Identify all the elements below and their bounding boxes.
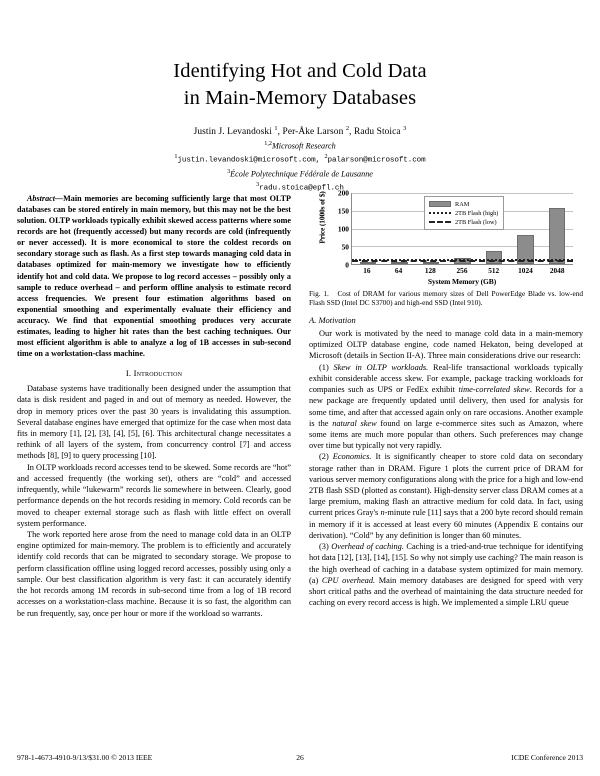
- x-tick: 64: [394, 266, 403, 275]
- item-number-2: (2): [319, 452, 333, 462]
- affiliation-1: [0, 140, 600, 151]
- legend-swatch-bar-icon: [429, 201, 451, 208]
- author-2-sup: 2: [345, 125, 350, 133]
- email-3-sup: 3: [256, 181, 260, 189]
- figure-1-caption: [309, 289, 583, 308]
- term-cpu-overhead: CPU overhead.: [321, 575, 376, 585]
- author-3-sup: 3: [403, 125, 407, 133]
- author-sep-2: , Radu Stoica: [349, 127, 404, 138]
- figure-caption-text: Cost of DRAM for various memory sizes of Dell PowerEdge Blade vs. low-end Flash SSD (Intel DC S3700) and high-end SSD (Intel 910).: [309, 289, 583, 308]
- motivation-p2-a: Real-life transactional workloads typically exhibit considerable access skew. For example, package tracking workloads for companies such as UPS or FedEx exhibit: [309, 362, 583, 395]
- page-title: [90, 58, 510, 112]
- email-1-sup: 1: [174, 153, 178, 161]
- affiliation-1-sup: 1,2: [264, 140, 272, 148]
- chart-x-axis-label: System Memory (GB): [427, 277, 497, 286]
- legend-entry-ram: [429, 200, 498, 209]
- item-title-economics: Economics.: [332, 452, 372, 462]
- motivation-paragraph-2: [309, 362, 583, 452]
- motivation-paragraph-4: [309, 541, 583, 608]
- x-tick: 128: [424, 266, 436, 275]
- bar-cell: [510, 193, 542, 264]
- author-list: [0, 125, 600, 137]
- item-title-skew: Skew in OLTP workloads.: [333, 362, 429, 372]
- x-tick: 2048: [549, 266, 565, 275]
- motivation-p2-c: found on large e-commerce sites such as Amazon, where some items are much more popular than others. Such preferences may change over time but typically not very rapidly.: [309, 418, 583, 451]
- legend-label-flash-high: 2TB Flash (high): [455, 209, 499, 217]
- dram-cost-chart: [309, 188, 583, 286]
- bar-ram-64: [391, 262, 407, 264]
- legend-entry-flash-high: [429, 209, 498, 218]
- y-tick-200: 200: [337, 188, 349, 198]
- chart-legend: [424, 196, 504, 230]
- x-tick: 1024: [518, 266, 533, 275]
- intro-paragraph-3: The work reported here arose from the need to manage cold data in an OLTP engine optimized for main-memory. The problem is to efficiently and accurately identify cold records that can be migrated to secondary storage. We propose to perform classification offline using logged record accesses, possibly using only a sample. Our best classification algorithm is very fast: it can accurately identify the hot records among 1M records in sub-second time from a log of 1B record accesses on a workstation-class machine. Because it is so fast, the algorithm can be run frequently, say, once per hour or more if the workload so warrants.: [17, 530, 291, 618]
- bar-cell: [384, 193, 416, 264]
- legend-entry-flash-low: [429, 218, 498, 227]
- email-line-1: [0, 153, 600, 165]
- chart-plot-area: [351, 193, 573, 265]
- email-3: radu.stoica@epfl.ch: [259, 184, 344, 193]
- legend-label-ram: RAM: [455, 200, 470, 208]
- legend-label-flash-low: 2TB Flash (low): [455, 218, 497, 226]
- title-line-1: Identifying Hot and Cold Data: [173, 60, 427, 82]
- y-tick-50: 50: [341, 242, 349, 252]
- chart-y-axis-label: Price (1000s of $): [317, 191, 327, 244]
- author-1-sup: 1: [274, 125, 278, 133]
- item-title-overhead-caching: Overhead of caching.: [331, 542, 404, 552]
- figure-1: [309, 188, 583, 308]
- term-time-correlated-skew: time-correlated skew: [458, 385, 530, 395]
- motivation-paragraph-3: [309, 451, 583, 541]
- x-tick: 16: [363, 266, 371, 275]
- motivation-p3-b: -minute rule [11] says that a 200 byte record should remain in memory if it is accessed at least every 60 minutes (Appendix E contains our derivation). “Cold” by any definition is longer than 60 minutes.: [309, 508, 583, 540]
- motivation-paragraph-1: Our work is motivated by the need to manage cold data in a main-memory optimized OLTP database engine, code named Hekaton, being developed at Microsoft (details in Section II-A). Three main considerations drive our research:: [309, 328, 583, 361]
- item-number-3: (3): [319, 542, 332, 552]
- chart-x-ticks: [351, 266, 573, 275]
- legend-swatch-dashed-icon: [429, 221, 451, 223]
- abstract-lead: Abstract—: [27, 194, 64, 203]
- email-1: justin.levandoski@microsoft.com,: [177, 156, 321, 165]
- title-block: [0, 0, 600, 193]
- legend-swatch-dotted-icon: [429, 212, 451, 214]
- email-2: palarson@microsoft.com: [327, 156, 426, 165]
- author-sep-1: , Per-Åke Larson: [277, 127, 346, 138]
- right-column: [309, 188, 583, 619]
- term-natural-skew: natural skew: [332, 418, 377, 428]
- intro-paragraph-2: In OLTP workloads record accesses tend to be skewed. Some records are “hot” and accessed frequently (the working set), others are “cold” and accessed infrequently, while “lukewarm” records lie somewhere in between. Clearly, good performance depends on the hot records residing in memory. Cold records can be moved to cheaper external storage such as flash with little effect on overall system performance.: [17, 462, 291, 528]
- y-tick-150: 150: [337, 206, 349, 216]
- x-tick: 256: [456, 266, 468, 275]
- chart-y-ticks: [327, 188, 349, 270]
- bar-ram-16: [360, 262, 376, 264]
- flash-low-line: [352, 260, 573, 262]
- y-tick-100: 100: [337, 224, 349, 234]
- title-line-2: in Main-Memory Databases: [183, 87, 417, 110]
- term-n: n: [380, 508, 385, 518]
- motivation-p4-b: Main memory databases are designed for speed with very short critical paths and the overhead of maintaining the data structure needed for caching on every record access is high. We implemented a simple LRU queue: [309, 575, 583, 608]
- intro-paragraph-1: Database systems have traditionally been designed under the assumption that data is disk resident and paged in and out of memory as needed. However, the drop in memory prices over the past 30 years is invalidating this assumption. Several database engines have emerged that optimize for the case when most data fits in memory [1], [2], [3], [4], [5], [6]. This architectural change necessitates a rethink of all layers of the system, from concurrency control [7] and access methods [8], [9] to query processing [10].: [17, 384, 291, 461]
- affiliation-2-sup: 3: [227, 167, 231, 175]
- footer-isbn: 978-1-4673-4910-9/13/$31.00 © 2013 IEEE: [17, 753, 153, 762]
- page-footer: [17, 753, 583, 762]
- figure-number: Fig. 1.: [309, 289, 329, 298]
- subsection-heading-motivation: A. Motivation: [309, 314, 356, 325]
- bar-ram-128: [423, 262, 439, 264]
- footer-conference: ICDE Conference 2013: [511, 753, 583, 762]
- bar-cell: [352, 193, 384, 264]
- motivation-p3-a: It is significantly cheaper to store cold data on secondary storage rather than in DRAM. Figure 1 plots the current price of DRAM for various server memory configurations along with the price for a high and low-end 2TB flash SSD (plotted as constant). High-density server class DRAM comes at a large premium, making flash an attractive medium for cold data. In fact, using current prices Gray's: [309, 452, 583, 518]
- motivation-p4-a: Caching is a tried-and-true technique for identifying hot data [12], [13], [14], [15]. So why not simply use caching? The main reason is the high overhead of caching in a database system optimized for main memory. (a): [309, 542, 583, 585]
- author-1: Justin J. Levandoski: [193, 127, 275, 138]
- affiliation-2-text: École Polytechnique Fédérale de Lausanne: [230, 169, 373, 179]
- abstract-paragraph: [17, 193, 291, 359]
- email-line-2: [0, 181, 600, 193]
- section-heading-introduction: I. Introduction: [125, 368, 183, 379]
- abstract-text: Main memories are becoming sufficiently large that most OLTP databases can be stored entirely in main memory, but this may not be the best solution. OLTP workloads typically exhibit skewed access patterns where some records are hot (frequently accessed) but many records are cold (infrequently or never accessed). It is more economical to store the coldest records on secondary storage such as flash. As a first step towards managing cold data in databases optimized for main-memory we investigate how to efficiently identify hot and cold data. We propose to log record accesses – possibly only a sample to reduce overhead – and perform offline analysis to estimate record access frequencies. We present four estimation algorithms based on exponential smoothing and experimentally evaluate their efficiency and accuracy. We find that exponential smoothing produces very accurate estimates, leading to higher hit rates than the best caching techniques. Our most efficient algorithm is able to analyze a log of 1B accesses in sub-second time on a workstation-class machine.: [17, 194, 291, 359]
- x-tick: 512: [488, 266, 500, 275]
- bar-ram-2048: [549, 208, 565, 264]
- bar-cell: [541, 193, 573, 264]
- affiliation-2: [0, 168, 600, 179]
- motivation-p2-b: . Records for a new package are frequently updated until delivery, then used for analysis for some time, and after that accessed again only on rare occasions. Another example is the: [309, 385, 583, 428]
- affiliation-1-text: Microsoft Research: [271, 141, 336, 151]
- email-2-sup: 2: [324, 153, 328, 161]
- footer-page-number: 26: [296, 753, 304, 762]
- item-number-1: (1): [319, 362, 334, 372]
- left-column: [17, 193, 291, 619]
- y-tick-0: 0: [345, 260, 349, 270]
